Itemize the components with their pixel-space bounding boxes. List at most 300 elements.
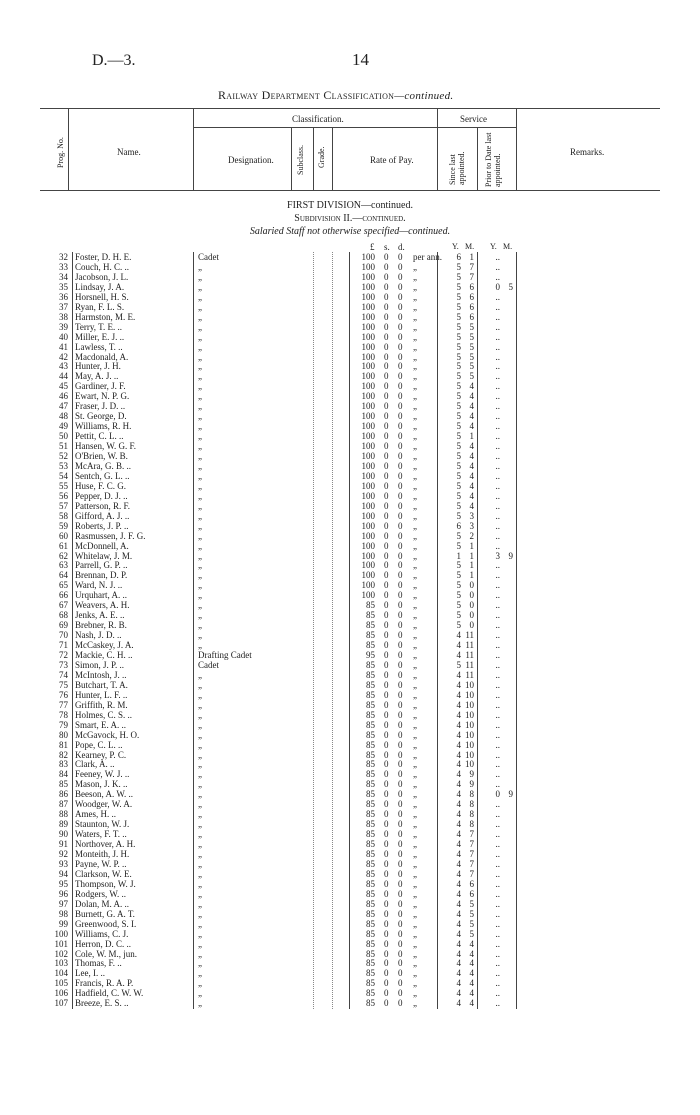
prog-no-cell: 94: [59, 868, 68, 879]
name-cell: Waters, F. T. ..: [75, 829, 127, 840]
prog-no-cell: 64: [59, 570, 68, 581]
pay-pence-cell: 0: [398, 699, 403, 710]
prog-no-cell: 95: [59, 878, 68, 889]
header-designation: Designation.: [228, 155, 274, 165]
designation-cell: „: [198, 540, 202, 551]
prior-years-cell: ..: [495, 948, 500, 959]
pay-shillings-cell: 0: [384, 988, 389, 999]
col-divider: [516, 108, 517, 190]
pay-pence-cell: 0: [398, 749, 403, 760]
prior-years-cell: ..: [495, 391, 500, 402]
since-months-cell: 11: [465, 650, 474, 660]
since-months-cell: 4: [469, 411, 474, 422]
prior-years-cell: ..: [495, 779, 500, 790]
designation-cell: „: [198, 291, 202, 302]
table-row: [0, 681, 700, 691]
pay-pence-cell: 0: [398, 709, 403, 720]
pay-pounds-cell: 85: [366, 709, 375, 720]
designation-cell: „: [198, 998, 202, 1009]
prior-years-cell: ..: [495, 938, 500, 949]
pay-pence-cell: 0: [398, 948, 403, 959]
prog-no-cell: 102: [54, 948, 68, 959]
table-row: [0, 959, 700, 969]
prior-years-cell: ..: [495, 411, 500, 422]
name-cell: Jacobson, J. L.: [75, 271, 129, 282]
pay-shillings-cell: 0: [384, 261, 389, 272]
pay-pounds-cell: 85: [366, 769, 375, 780]
table-row: [0, 273, 700, 283]
since-years-cell: 4: [456, 988, 461, 999]
pay-shillings-cell: 0: [384, 560, 389, 571]
name-cell: McAra, G. B. ..: [75, 460, 131, 471]
pay-period-cell: „: [413, 739, 417, 750]
since-years-cell: 4: [456, 978, 461, 989]
prior-years-cell: ..: [495, 451, 500, 461]
pay-pence-cell: 0: [398, 281, 403, 292]
prog-no-cell: 101: [54, 938, 68, 949]
pay-shillings-cell: 0: [384, 849, 389, 859]
prog-no-cell: 78: [59, 709, 68, 720]
prior-years-cell: ..: [495, 570, 500, 581]
since-months-cell: 5: [469, 898, 474, 909]
pay-period-cell: „: [413, 858, 417, 869]
pay-pence-cell: 0: [398, 659, 403, 670]
prog-no-cell: 60: [59, 530, 68, 541]
pay-shillings-cell: 0: [384, 301, 389, 312]
pay-pounds-cell: 100: [361, 391, 375, 402]
pay-pounds-cell: 100: [361, 460, 375, 471]
pay-pence-cell: 0: [398, 779, 403, 790]
pay-pounds-cell: 85: [366, 998, 375, 1009]
prog-no-cell: 46: [59, 391, 68, 402]
designation-cell: „: [198, 858, 202, 869]
pay-pence-cell: 0: [398, 729, 403, 740]
prior-years-cell: ..: [495, 829, 500, 840]
pay-pounds-cell: 100: [361, 291, 375, 302]
since-years-cell: 4: [456, 819, 461, 830]
pay-pence-cell: 0: [398, 411, 403, 422]
designation-cell: „: [198, 699, 202, 710]
designation-cell: „: [198, 819, 202, 830]
since-years-cell: 5: [456, 441, 461, 452]
pay-period-cell: „: [413, 650, 417, 660]
prog-no-cell: 48: [59, 411, 68, 422]
prior-years-cell: ..: [495, 530, 500, 541]
pay-period-cell: „: [413, 878, 417, 889]
prior-years-cell: ..: [495, 650, 500, 660]
pay-pence-cell: 0: [398, 610, 403, 621]
table-row: [0, 323, 700, 333]
since-years-cell: 4: [456, 948, 461, 959]
pay-pence-cell: 0: [398, 341, 403, 352]
pay-pounds-cell: 85: [366, 839, 375, 850]
prior-years-cell: ..: [495, 470, 500, 481]
pay-pence-cell: 0: [398, 888, 403, 899]
pay-shillings-cell: 0: [384, 550, 389, 561]
pay-period-cell: „: [413, 719, 417, 730]
since-years-cell: 5: [456, 331, 461, 342]
designation-cell: Cadet: [198, 659, 219, 670]
pay-pence-cell: 0: [398, 580, 403, 591]
since-months-cell: 6: [469, 878, 474, 889]
pay-pence-cell: 0: [398, 252, 403, 262]
pay-period-cell: „: [413, 918, 417, 929]
prog-no-cell: 105: [54, 978, 68, 989]
name-cell: Ryan, F. L. S.: [75, 301, 125, 312]
since-months-cell: 3: [469, 510, 474, 521]
since-months-cell: 10: [465, 709, 474, 720]
table-row: [0, 920, 700, 930]
designation-cell: „: [198, 809, 202, 820]
designation-cell: „: [198, 580, 202, 591]
name-cell: Hadfield, C. W. W.: [75, 988, 144, 999]
pay-pounds-cell: 85: [366, 878, 375, 889]
pay-pence-cell: 0: [398, 858, 403, 869]
pay-shillings-cell: 0: [384, 799, 389, 810]
pay-pence-cell: 0: [398, 500, 403, 511]
pay-pence-cell: 0: [398, 669, 403, 680]
unit-months: M.: [465, 242, 475, 251]
pay-pounds-cell: 85: [366, 858, 375, 869]
pay-pence-cell: 0: [398, 451, 403, 461]
pay-shillings-cell: 0: [384, 411, 389, 422]
since-years-cell: 5: [456, 480, 461, 491]
since-months-cell: 7: [469, 858, 474, 869]
prog-no-cell: 70: [59, 630, 68, 641]
pay-shillings-cell: 0: [384, 858, 389, 869]
pay-period-cell: „: [413, 988, 417, 999]
pay-pounds-cell: 100: [361, 540, 375, 551]
pay-period-cell: „: [413, 689, 417, 700]
pay-pence-cell: 0: [398, 898, 403, 909]
prior-years-cell: ..: [495, 679, 500, 690]
pay-shillings-cell: 0: [384, 759, 389, 770]
name-cell: Horsnell, H. S.: [75, 291, 129, 302]
pay-pounds-cell: 85: [366, 868, 375, 879]
pay-shillings-cell: 0: [384, 520, 389, 531]
prog-no-cell: 49: [59, 421, 68, 432]
prior-years-cell: ..: [495, 291, 500, 302]
pay-period-cell: „: [413, 421, 417, 432]
since-months-cell: 0: [469, 590, 474, 601]
table-row: [0, 930, 700, 940]
name-cell: Sentch, G. L. ..: [75, 470, 130, 481]
name-cell: Beeson, A. W. ..: [75, 789, 134, 800]
prog-no-cell: 62: [59, 550, 68, 561]
since-months-cell: 10: [465, 749, 474, 760]
name-cell: Lee, I. ..: [75, 968, 105, 979]
col-divider: [332, 127, 333, 190]
pay-pounds-cell: 85: [366, 729, 375, 740]
prior-years-cell: ..: [495, 610, 500, 621]
prog-no-cell: 43: [59, 361, 68, 372]
prior-years-cell: ..: [495, 620, 500, 631]
name-cell: Holmes, C. S. ..: [75, 709, 133, 720]
pay-pence-cell: 0: [398, 351, 403, 362]
since-months-cell: 1: [469, 540, 474, 551]
designation-cell: „: [198, 321, 202, 332]
table-row: [0, 711, 700, 721]
designation-cell: „: [198, 301, 202, 312]
since-years-cell: 4: [456, 858, 461, 869]
pay-pounds-cell: 85: [366, 659, 375, 670]
prior-years-cell: ..: [495, 888, 500, 899]
pay-shillings-cell: 0: [384, 590, 389, 601]
pay-pounds-cell: 85: [366, 968, 375, 979]
since-years-cell: 4: [456, 699, 461, 710]
since-months-cell: 6: [469, 311, 474, 322]
since-years-cell: 4: [456, 918, 461, 929]
table-row: [0, 502, 700, 512]
pay-pounds-cell: 100: [361, 441, 375, 452]
name-cell: Couch, H. C. ..: [75, 261, 129, 272]
prog-no-cell: 91: [59, 839, 68, 850]
table-row: [0, 303, 700, 313]
pay-pounds-cell: 100: [361, 451, 375, 461]
prog-no-cell: 73: [59, 659, 68, 670]
pay-pence-cell: 0: [398, 908, 403, 919]
name-cell: Lindsay, J. A.: [75, 281, 125, 292]
prior-years-cell: ..: [495, 928, 500, 939]
since-years-cell: 4: [456, 630, 461, 641]
designation-cell: „: [198, 600, 202, 611]
pay-pounds-cell: 100: [361, 490, 375, 501]
header-prior-to-date: Prior to Date last appointed.: [484, 132, 502, 187]
since-years-cell: 5: [456, 291, 461, 302]
prior-years-cell: ..: [495, 490, 500, 501]
since-years-cell: 4: [456, 669, 461, 680]
prog-no-cell: 41: [59, 341, 68, 352]
unit-pounds: £: [370, 242, 375, 252]
pay-period-cell: „: [413, 580, 417, 591]
table-row: [0, 313, 700, 323]
since-years-cell: 5: [456, 460, 461, 471]
pay-period-cell: „: [413, 958, 417, 969]
prior-years-cell: ..: [495, 431, 500, 442]
name-cell: Mackie, C. H. ..: [75, 650, 133, 660]
pay-pounds-cell: 85: [366, 679, 375, 690]
pay-shillings-cell: 0: [384, 809, 389, 820]
name-cell: Ewart, N. P. G.: [75, 391, 130, 402]
pay-pence-cell: 0: [398, 918, 403, 929]
col-divider: [437, 108, 438, 190]
designation-cell: „: [198, 988, 202, 999]
pay-pence-cell: 0: [398, 958, 403, 969]
pay-pounds-cell: 100: [361, 580, 375, 591]
prog-no-cell: 88: [59, 809, 68, 820]
prog-no-cell: 97: [59, 898, 68, 909]
pay-pence-cell: 0: [398, 271, 403, 282]
col-divider: [313, 127, 314, 190]
table-row: [0, 492, 700, 502]
col-divider: [193, 108, 194, 190]
prior-years-cell: ..: [495, 401, 500, 412]
pay-pounds-cell: 100: [361, 261, 375, 272]
since-months-cell: 4: [469, 968, 474, 979]
pay-pence-cell: 0: [398, 620, 403, 631]
pay-pounds-cell: 100: [361, 510, 375, 521]
pay-pounds-cell: 85: [366, 739, 375, 750]
prog-no-cell: 68: [59, 610, 68, 621]
name-cell: Hunter, L. F. ..: [75, 689, 128, 700]
since-months-cell: 11: [465, 640, 474, 651]
pay-pounds-cell: 85: [366, 689, 375, 700]
pay-pence-cell: 0: [398, 520, 403, 531]
designation-cell: „: [198, 719, 202, 730]
prog-no-cell: 42: [59, 351, 68, 362]
pay-pounds-cell: 100: [361, 421, 375, 432]
name-cell: Macdonald, A.: [75, 351, 129, 362]
since-years-cell: 5: [456, 361, 461, 372]
pay-pence-cell: 0: [398, 570, 403, 581]
prior-years-cell: ..: [495, 600, 500, 611]
name-cell: McCaskey, J. A.: [75, 640, 134, 651]
pay-shillings-cell: 0: [384, 789, 389, 800]
pay-pence-cell: 0: [398, 540, 403, 551]
table-row: [0, 482, 700, 492]
name-cell: McDonnell, A.: [75, 540, 129, 551]
prior-years-cell: ..: [495, 301, 500, 312]
designation-cell: „: [198, 849, 202, 859]
since-years-cell: 4: [456, 779, 461, 790]
since-months-cell: 2: [469, 530, 474, 541]
pay-shillings-cell: 0: [384, 769, 389, 780]
prior-years-cell: ..: [495, 799, 500, 810]
pay-pounds-cell: 100: [361, 401, 375, 412]
prog-no-cell: 53: [59, 460, 68, 471]
pay-shillings-cell: 0: [384, 530, 389, 541]
name-cell: Clark, A. ..: [75, 759, 115, 770]
since-years-cell: 4: [456, 759, 461, 770]
since-months-cell: 4: [469, 470, 474, 481]
designation-cell: „: [198, 351, 202, 362]
pay-period-cell: „: [413, 888, 417, 899]
since-months-cell: 7: [469, 261, 474, 272]
pay-shillings-cell: 0: [384, 689, 389, 700]
pay-pounds-cell: 85: [366, 908, 375, 919]
since-years-cell: 4: [456, 640, 461, 651]
pay-pence-cell: 0: [398, 421, 403, 432]
pay-period-cell: „: [413, 431, 417, 442]
since-months-cell: 10: [465, 679, 474, 690]
pay-pence-cell: 0: [398, 968, 403, 979]
prior-years-cell: ..: [495, 719, 500, 730]
designation-cell: Drafting Cadet: [198, 650, 252, 660]
pay-shillings-cell: 0: [384, 968, 389, 979]
pay-period-cell: „: [413, 749, 417, 760]
since-years-cell: 5: [456, 401, 461, 412]
pay-pounds-cell: 100: [361, 311, 375, 322]
since-years-cell: 5: [456, 391, 461, 402]
designation-cell: „: [198, 888, 202, 899]
table-row: [0, 333, 700, 343]
pay-shillings-cell: 0: [384, 321, 389, 332]
table-row: [0, 283, 700, 293]
pay-pence-cell: 0: [398, 630, 403, 641]
pay-period-cell: „: [413, 470, 417, 481]
since-years-cell: 4: [456, 739, 461, 750]
designation-cell: „: [198, 421, 202, 432]
since-years-cell: 5: [456, 590, 461, 601]
since-months-cell: 6: [469, 281, 474, 292]
pay-shillings-cell: 0: [384, 729, 389, 740]
name-cell: Williams, R. H.: [75, 421, 132, 432]
since-months-cell: 10: [465, 689, 474, 700]
prior-months-cell: 5: [508, 281, 513, 292]
name-cell: Terry, T. E. ..: [75, 321, 122, 332]
prog-no-cell: 36: [59, 291, 68, 302]
table-header-bottom-rule: [40, 190, 660, 191]
prior-years-cell: ..: [495, 252, 500, 262]
pay-shillings-cell: 0: [384, 958, 389, 969]
since-years-cell: 5: [456, 500, 461, 511]
table-row: [0, 701, 700, 711]
pay-period-cell: „: [413, 620, 417, 631]
pay-period-cell: „: [413, 908, 417, 919]
since-months-cell: 9: [469, 779, 474, 790]
since-years-cell: 5: [456, 311, 461, 322]
prior-years-cell: ..: [495, 500, 500, 511]
prior-years-cell: ..: [495, 560, 500, 571]
pay-pounds-cell: 100: [361, 500, 375, 511]
pay-shillings-cell: 0: [384, 620, 389, 631]
name-cell: Greenwood, S. I.: [75, 918, 137, 929]
since-years-cell: 4: [456, 789, 461, 800]
since-months-cell: 4: [469, 500, 474, 511]
prior-years-cell: ..: [495, 311, 500, 322]
pay-pounds-cell: 85: [366, 948, 375, 959]
prog-no-cell: 66: [59, 590, 68, 601]
prog-no-cell: 51: [59, 441, 68, 452]
table-row: [0, 999, 700, 1009]
pay-shillings-cell: 0: [384, 679, 389, 690]
pay-period-cell: „: [413, 729, 417, 740]
prior-years-cell: ..: [495, 580, 500, 591]
pay-pounds-cell: 100: [361, 530, 375, 541]
pay-period-cell: „: [413, 868, 417, 879]
prog-no-cell: 96: [59, 888, 68, 899]
pay-period-cell: „: [413, 978, 417, 989]
pay-pounds-cell: 85: [366, 988, 375, 999]
pay-pence-cell: 0: [398, 441, 403, 452]
designation-cell: „: [198, 281, 202, 292]
pay-period-cell: „: [413, 321, 417, 332]
designation-cell: „: [198, 530, 202, 541]
prior-years-cell: ..: [495, 659, 500, 670]
pay-period-cell: „: [413, 640, 417, 651]
prog-no-cell: 98: [59, 908, 68, 919]
prior-years-cell: ..: [495, 271, 500, 282]
prior-years-cell: ..: [495, 809, 500, 820]
name-cell: Northover, A. H.: [75, 839, 136, 850]
pay-pounds-cell: 85: [366, 978, 375, 989]
prog-no-cell: 50: [59, 431, 68, 442]
prior-years-cell: ..: [495, 460, 500, 471]
since-months-cell: 1: [469, 252, 474, 262]
header-subclass: Subclass.: [296, 145, 305, 175]
designation-cell: „: [198, 749, 202, 760]
designation-cell: „: [198, 829, 202, 840]
since-months-cell: 4: [469, 938, 474, 949]
prog-no-cell: 72: [59, 650, 68, 660]
since-months-cell: 8: [469, 809, 474, 820]
prior-years-cell: ..: [495, 998, 500, 1009]
since-years-cell: 4: [456, 968, 461, 979]
pay-period-cell: „: [413, 391, 417, 402]
pay-shillings-cell: 0: [384, 878, 389, 889]
designation-cell: „: [198, 769, 202, 780]
pay-shillings-cell: 0: [384, 659, 389, 670]
